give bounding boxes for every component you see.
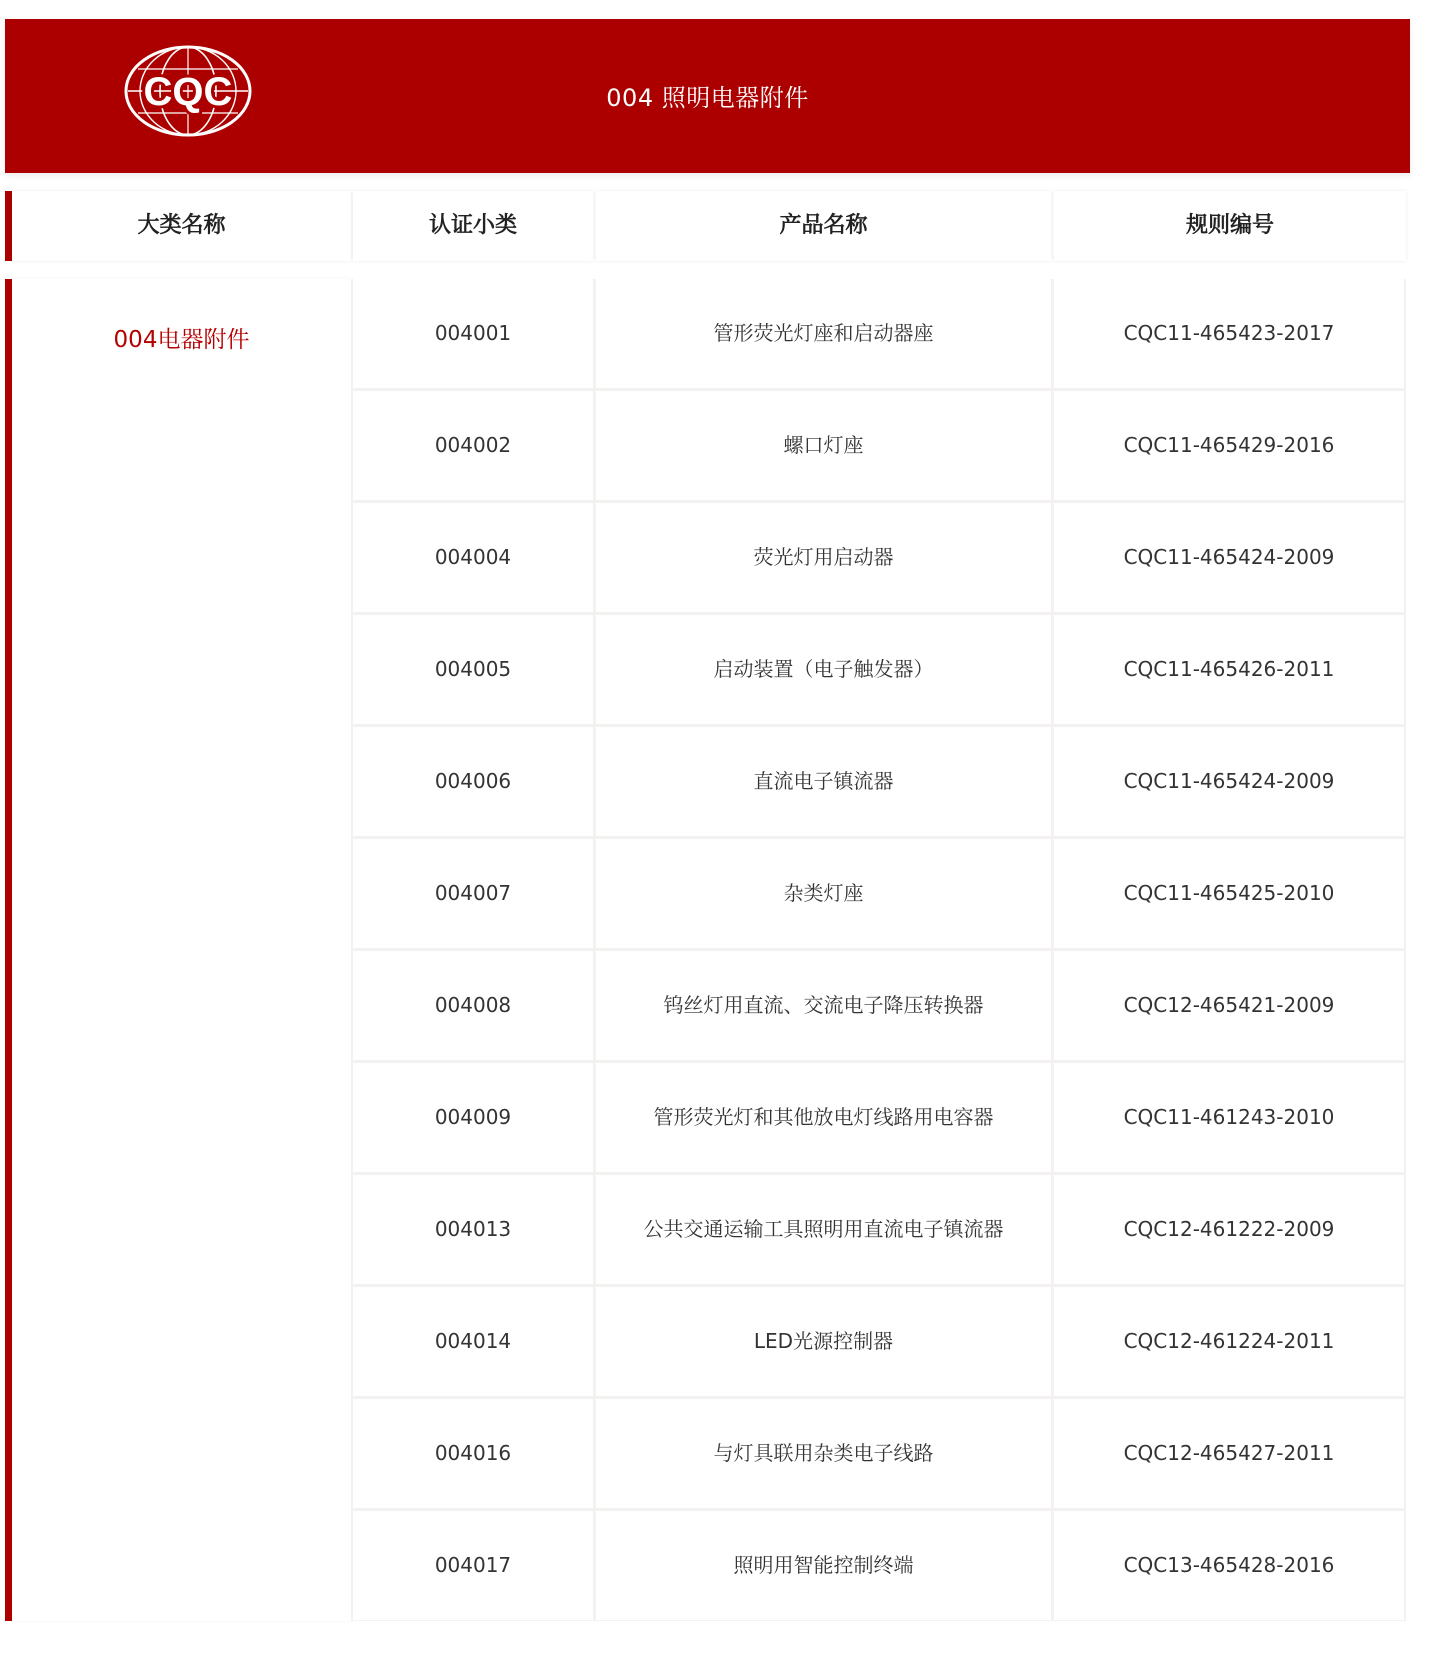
header-product: 产品名称 [596, 191, 1051, 261]
row-rule: CQC11-465424-2009 [1054, 727, 1404, 836]
table-row [351, 503, 1406, 612]
row-rule: CQC12-465427-2011 [1054, 1399, 1404, 1508]
row-rule: CQC11-465425-2010 [1054, 839, 1404, 948]
row-product: 公共交通运输工具照明用直流电子镇流器 [596, 1175, 1051, 1284]
category-cell [12, 279, 351, 1621]
table-row [351, 279, 1406, 388]
row-rule: CQC11-465426-2011 [1054, 615, 1404, 724]
table-row [351, 1511, 1406, 1620]
row-rule: CQC12-461224-2011 [1054, 1287, 1404, 1396]
row-code: 004008 [353, 951, 593, 1060]
table-body [5, 279, 1410, 1621]
row-rule: CQC11-465424-2009 [1054, 503, 1404, 612]
row-product: 荧光灯用启动器 [596, 503, 1051, 612]
row-rule: CQC12-465421-2009 [1054, 951, 1404, 1060]
row-rule: CQC13-465428-2016 [1054, 1511, 1404, 1620]
row-code: 004007 [353, 839, 593, 948]
header-rule: 规则编号 [1054, 191, 1406, 261]
table-row [351, 615, 1406, 724]
row-code: 004004 [353, 503, 593, 612]
row-code: 004014 [353, 1287, 593, 1396]
table-row [351, 1063, 1406, 1172]
row-product: 管形荧光灯和其他放电灯线路用电容器 [596, 1063, 1051, 1172]
row-code: 004009 [353, 1063, 593, 1172]
row-product: 直流电子镇流器 [596, 727, 1051, 836]
row-product: 与灯具联用杂类电子线路 [596, 1399, 1051, 1508]
row-rule: CQC11-461243-2010 [1054, 1063, 1404, 1172]
table-row [351, 1175, 1406, 1284]
product-grid [351, 279, 1406, 1621]
row-product: 管形荧光灯座和启动器座 [596, 279, 1051, 388]
row-product: 启动装置（电子触发器） [596, 615, 1051, 724]
row-code: 004006 [353, 727, 593, 836]
row-rule: CQC12-461222-2009 [1054, 1175, 1404, 1284]
row-code: 004013 [353, 1175, 593, 1284]
header-banner [5, 19, 1410, 173]
row-product: 杂类灯座 [596, 839, 1051, 948]
row-code: 004002 [353, 391, 593, 500]
row-product: 螺口灯座 [596, 391, 1051, 500]
row-product: 照明用智能控制终端 [596, 1511, 1051, 1620]
table-row [351, 1399, 1406, 1508]
row-product: 钨丝灯用直流、交流电子降压转换器 [596, 951, 1051, 1060]
logo-text: CQC [143, 70, 233, 114]
row-code: 004017 [353, 1511, 593, 1620]
row-code: 004001 [353, 279, 593, 388]
table-row [351, 391, 1406, 500]
table-row [351, 951, 1406, 1060]
header-subclass: 认证小类 [353, 191, 593, 261]
row-code: 004005 [353, 615, 593, 724]
table-row [351, 839, 1406, 948]
table-header [5, 191, 1410, 261]
table-row [351, 727, 1406, 836]
page-title: 004 照明电器附件 [606, 84, 809, 112]
header-category: 大类名称 [12, 191, 351, 261]
category-name: 004电器附件 [113, 327, 250, 353]
row-rule: CQC11-465423-2017 [1054, 279, 1404, 388]
row-code: 004016 [353, 1399, 593, 1508]
row-product: LED光源控制器 [596, 1287, 1051, 1396]
row-rule: CQC11-465429-2016 [1054, 391, 1404, 500]
table-row [351, 1287, 1406, 1396]
